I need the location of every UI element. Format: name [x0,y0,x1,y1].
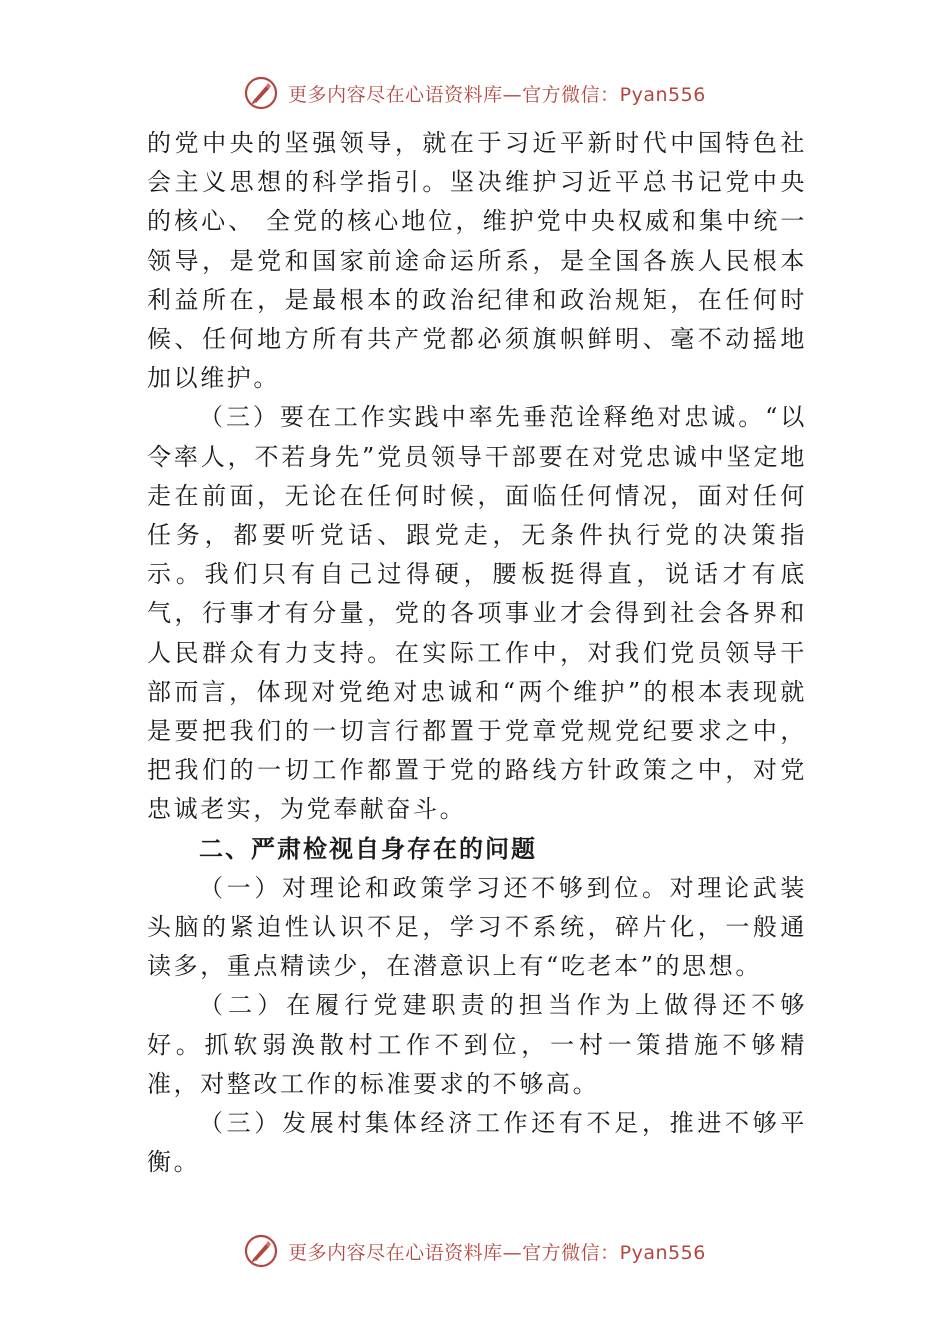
paragraph-2: （三）要在工作实践中率先垂范诠释绝对忠诚。“以令率人，不若身先”党员领导干部要在对党忠诚中坚定地走在前面，无论在任何时候，面临任何情况，面对任何任务，都要听党话、跟党走，无条件执行党的决策指示。我们只有自己过得硬，腰板挺得直，说话才有底气，行事才有分量，党的各项事业才会得到社会各界和人民群众有力支持。在实际工作中，对我们党员领导干部而言，体现对党绝对忠诚和“两个维护”的根本表现就是要把我们的一切言行都置于党章党规党纪要求之中，把我们的一切工作都置于党的路线方针政策之中，对党忠诚老实，为党奉献奋斗。 [147,403,807,824]
paragraph-1: 的党中央的坚强领导，就在于习近平新时代中国特色社会主义思想的科学指引。坚决维护习近平总书记党中央的核心、 全党的核心地位，维护党中央权威和集中统一领导，是党和国家前途命运所系，是全国各族人民根本利益所在，是最根本的政治纪律和政治规矩，在任何时候、任何地方所有共产党都必须旗帜鲜明、毫不动摇地加以维护。 [147,129,807,393]
paragraph-5: （三）发展村集体经济工作还有不足，推进不够平衡。 [147,1109,807,1177]
footer-banner-text: 更多内容尽在心语资料库—官方微信：Pyan556 [288,1241,706,1264]
header-banner-text: 更多内容尽在心语资料库—官方微信：Pyan556 [288,83,706,106]
pen-logo-icon [244,76,278,110]
document-body [147,124,807,1182]
paragraph-3: （一）对理论和政策学习还不够到位。对理论武装头脑的紧迫性认识不足，学习不系统，碎片化，一般通读多，重点精读少，在潜意识上有“吃老本”的思想。 [147,873,807,981]
header-banner [0,71,950,115]
section-heading: 二、严肃检视自身存在的问题 [199,834,537,863]
footer-banner [0,1229,950,1273]
paragraph-4: （二）在履行党建职责的担当作为上做得还不够好。抓软弱涣散村工作不到位，一村一策措施不够精准，对整改工作的标准要求的不够高。 [147,991,807,1098]
pen-logo-icon [244,1234,278,1268]
